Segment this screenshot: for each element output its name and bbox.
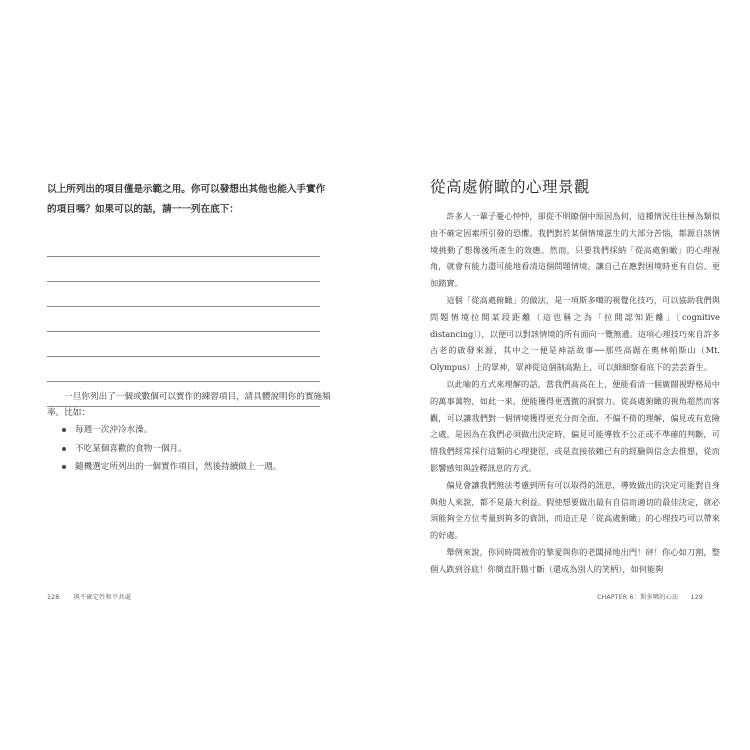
list-item — [62, 421, 322, 440]
page-number: 128 — [47, 594, 60, 601]
running-chapter: CHAPTER 6：斯多噶的心法 — [597, 594, 679, 601]
writing-line — [47, 332, 320, 357]
right-footer — [597, 592, 703, 601]
writing-line — [47, 257, 320, 282]
list-item-text: 隨機選定所列出的一個實作項目，然後持續做上一週。 — [75, 462, 282, 472]
body-paragraph: 這個「從高處俯瞰」的做法，是一項斯多噶的視覺化技巧，可以協助我們與問題情境拉開某段距離（這也稱之為「拉開認知距離」〔cognitive distancing〕），以便可以對該情境的所有面向一覽無遺。這項心理技巧來自許多古老的啟發來源，其中之一便是神話故事──那些高踞在奧林帕斯山（Mt. Olympus）上的眾神，眾神從這個制高點上，可以細細察看底下的芸芸蒼生。 — [430, 294, 720, 373]
example-list — [62, 421, 322, 477]
left-footer — [47, 592, 131, 601]
body-paragraph: 以此喻的方式來理解的話，當我們高高在上，便能看清一個廣闊視野格局中的萬事萬物，如此一來，便能獲得更透徹的洞察力。從高處俯瞰的視角超然而客觀，可以讓我們對一個情境獲得更充分而全面、不偏不倚的理解，偏見或有危險之處，是因為在我們必須做出決定時，偏見可能導致不公正或不準確的判斷，可惜我們經常採行這類的心理捷徑，或是直接依賴已有的經驗與信念去推想，從而影響感知與詮釋訊息的方式。 — [430, 378, 720, 473]
bullet-icon — [62, 465, 66, 469]
right-body-text — [430, 208, 720, 578]
list-item-text: 不吃某個喜歡的食物一個月。 — [75, 443, 187, 454]
writing-line — [47, 307, 320, 332]
bullet-icon — [62, 447, 66, 451]
list-item — [62, 458, 322, 477]
section-title: 從高處俯瞰的心理景觀 — [430, 178, 591, 196]
left-intro-paragraph: 一旦你列出了一個或數個可以實作的練習項目，請具體說明你的實施頻率。比如： — [47, 392, 331, 418]
body-paragraph: 偏見會讓我們無法考慮到所有可以取得的訊息，導致做出的決定可能對自身與他人來說，都不是最大利益。假使想要做出最有自信而適切的最佳決定，就必須能夠全方位考量到夠多的資訊，而這正是「從高處俯瞰」的心理技巧可以帶來的好處。 — [430, 479, 720, 541]
left-heading: 以上所列出的項目僅是示範之用。你可以發想出其他也能入手實作的項目嗎？如果可以的話，請一一列在底下： — [47, 184, 326, 215]
body-paragraph: 舉例來說，你同時間被你的摯愛與你的老闆掃地出門！砰！你心如刀割，整個人跌到谷底！你簡直肝腸寸斷（還成為別人的笑柄），如何能夠 — [430, 546, 720, 574]
running-title: 與不確定性和平共處 — [73, 594, 132, 601]
writing-line — [47, 232, 320, 257]
list-item — [62, 440, 322, 459]
body-paragraph: 許多人一輩子憂心忡忡，卻從不明瞭個中原因為何，這種情況往往極為類似由不確定因素所引發的恐懼。我們對於某個情境滋生的大部分苦惱，都源自該情境挑動了想像後所產生的效應。然而，只要我們採納「從高處俯瞰」的心理視角，就會有能力盡可能地看清這個問題情境，讓自己在應對困境時更有自信、更加踏實。 — [430, 211, 720, 289]
writing-line — [47, 357, 320, 382]
page-number: 129 — [690, 594, 703, 601]
writing-line — [47, 282, 320, 307]
writing-lines — [47, 232, 320, 407]
list-item-text: 每週一次沖冷水澡。 — [75, 425, 153, 435]
bullet-icon — [62, 428, 66, 432]
